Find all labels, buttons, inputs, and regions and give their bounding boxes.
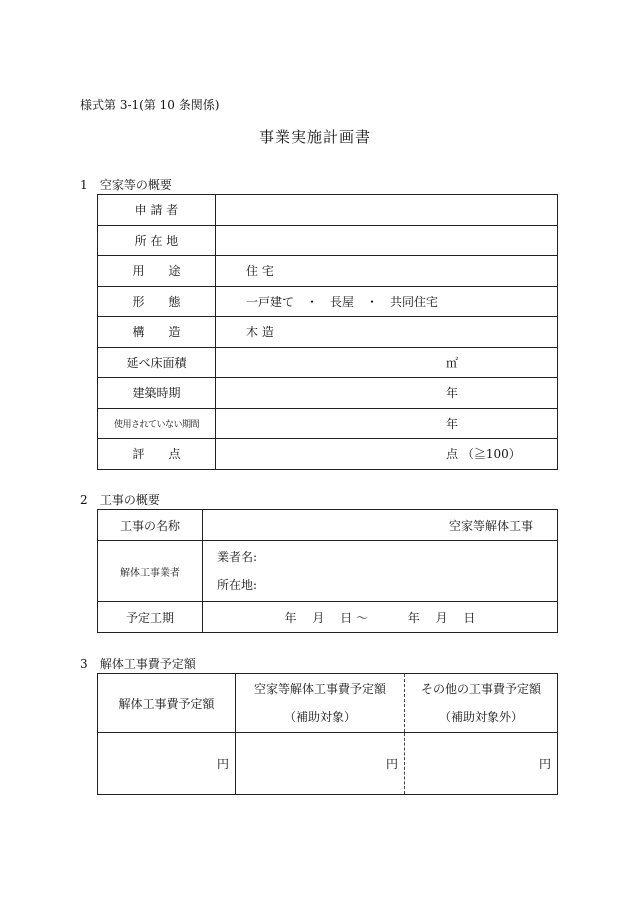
contractor-label: 解体工事業者: [98, 541, 203, 602]
other-cost-subtitle: （補助対象外）: [438, 710, 523, 724]
work-name-value: 空家等解体工事: [203, 510, 558, 541]
subsidized-cost-title: 空家等解体工事費予定額: [253, 682, 386, 696]
table-row: [98, 510, 558, 541]
demolition-cost-table: [97, 673, 558, 795]
applicant-field[interactable]: [216, 195, 558, 226]
section-2-title: 工事の概要: [99, 493, 160, 507]
table-row: [98, 541, 558, 602]
floor-area-field[interactable]: ㎡: [216, 347, 558, 378]
usage-value: 住 宅: [216, 256, 558, 287]
usage-label: 用 途: [98, 256, 216, 287]
total-cost-header: 解体工事費予定額: [98, 674, 236, 733]
section-3-number: 3: [80, 657, 88, 671]
section-1-title: 空家等の概要: [99, 178, 172, 192]
section-2-number: 2: [80, 493, 88, 507]
work-name-label: 工事の名称: [98, 510, 203, 541]
table-row: [98, 674, 558, 733]
structure-value: 木 造: [216, 317, 558, 348]
applicant-label: 申 請 者: [98, 195, 216, 226]
section-2-heading: [80, 491, 160, 508]
table-row: [98, 195, 558, 226]
table-row: [98, 602, 558, 633]
form-type-label: 形 態: [98, 286, 216, 317]
section-3-title: 解体工事費予定額: [99, 657, 196, 671]
subsidized-cost-header: [236, 674, 405, 733]
unused-years-field[interactable]: 年: [216, 408, 558, 439]
form-number: 様式第 3-1(第 10 条関係): [80, 98, 220, 112]
structure-label: 構 造: [98, 317, 216, 348]
section-1-heading: [80, 176, 172, 193]
contractor-address-field[interactable]: 所在地:: [217, 578, 258, 592]
section-3-heading: [80, 655, 196, 672]
construction-period-label: 建築時期: [98, 378, 216, 409]
form-type-options[interactable]: 一戸建て ・ 長屋 ・ 共同住宅: [216, 286, 558, 317]
other-cost-field[interactable]: 円: [405, 733, 558, 795]
table-row: [98, 286, 558, 317]
subsidized-cost-field[interactable]: 円: [236, 733, 405, 795]
construction-year-field[interactable]: 年: [216, 378, 558, 409]
other-cost-header: [405, 674, 558, 733]
table-row: [98, 439, 558, 470]
table-row: [98, 408, 558, 439]
table-row: [98, 378, 558, 409]
location-label: 所 在 地: [98, 225, 216, 256]
table-row: [98, 256, 558, 287]
subsidized-cost-subtitle: （補助対象）: [283, 710, 356, 724]
location-field[interactable]: [216, 225, 558, 256]
other-cost-title: その他の工事費予定額: [420, 682, 541, 696]
work-overview-table: [97, 509, 558, 633]
unused-period-label: 使用されていない期間: [98, 408, 216, 439]
page-title: 事業実施計画書: [258, 128, 371, 146]
score-label: 評 点: [98, 439, 216, 470]
table-row: [98, 733, 558, 795]
period-field[interactable]: 年 月 日 ～ 年 月 日: [203, 602, 558, 633]
floor-area-label: 延べ床面積: [98, 347, 216, 378]
table-row: [98, 347, 558, 378]
period-label: 予定工期: [98, 602, 203, 633]
contractor-name-field[interactable]: 業者名:: [217, 550, 258, 564]
total-cost-field[interactable]: 円: [98, 733, 236, 795]
table-row: [98, 225, 558, 256]
table-row: [98, 317, 558, 348]
section-1-number: 1: [80, 178, 88, 192]
vacant-house-overview-table: [97, 194, 558, 470]
contractor-cell: [203, 541, 558, 602]
score-field[interactable]: 点 （≧100）: [216, 439, 558, 470]
